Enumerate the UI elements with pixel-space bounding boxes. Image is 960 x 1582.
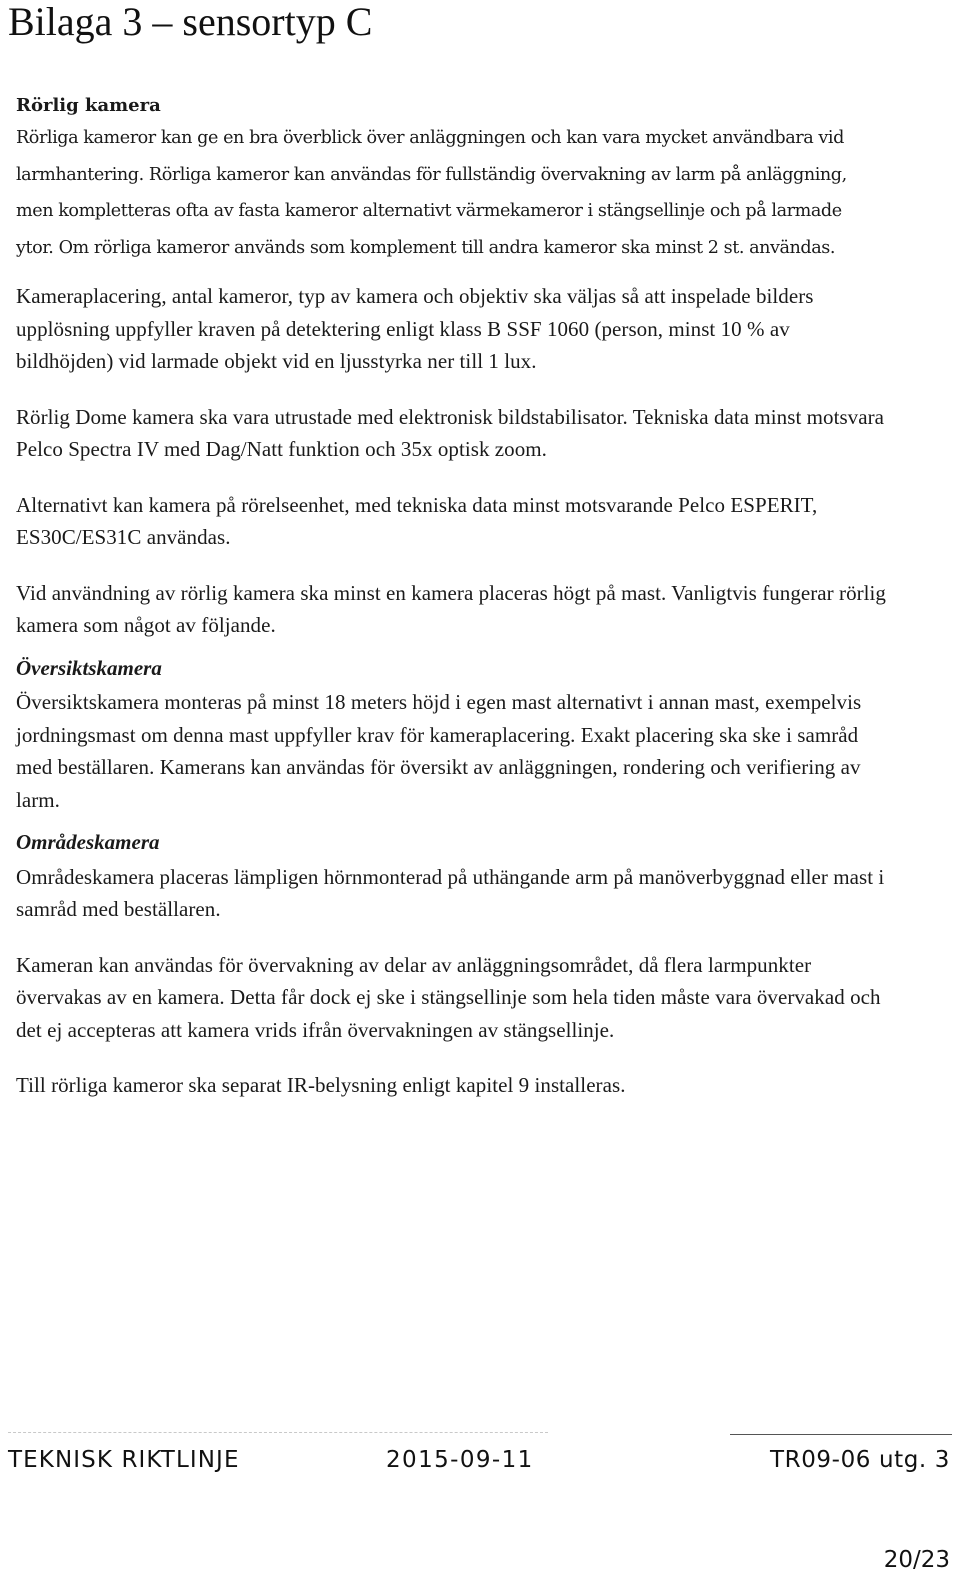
footer-divider-left xyxy=(8,1432,548,1433)
ir-lighting-paragraph: Till rörliga kameror ska separat IR-belysning enligt kapitel 9 installeras. xyxy=(16,1073,626,1098)
section-heading-rorlig-kamera: Rörlig kamera xyxy=(16,95,161,116)
dome-paragraph: Rörlig Dome kamera ska vara utrustade med elektronisk bildstabilisator. Tekniska data minst motsvara Pelco Spectra IV med Dag/Natt funktion och 35x optisk zoom. xyxy=(16,404,885,462)
footer-divider-right xyxy=(730,1434,952,1435)
subheading-omradeskamera: Områdeskamera xyxy=(16,830,160,855)
page-title: Bilaga 3 – sensortyp C xyxy=(8,0,373,44)
overview-camera-paragraph: Översiktskamera monteras på minst 18 meters höjd i egen mast alternativt i annan mast, exempelvis jordningsmast om denna mast uppfyller krav för kameraplacering. Exakt placering ska ske i samråd med beställaren. Kamerans kan användas för översikt av anläggningen, rondering och verifiering av larm. xyxy=(16,690,862,812)
footer-date: 2015-09-11 xyxy=(386,1447,534,1473)
footer-document-id: TR09-06 utg. 3 xyxy=(769,1447,950,1473)
placement-paragraph: Kameraplacering, antal kameror, typ av kamera och objektiv ska väljas så att inspelade bilders upplösning uppfyller kraven på detektering enligt klass B SSF 1060 (person, minst 10 % av bildhöjden) vid larmade objekt vid en ljusstyrka ner till 1 lux. xyxy=(16,284,814,374)
alternative-paragraph: Alternativt kan kamera på rörelseenhet, med tekniska data minst motsvarande Pelco ESPERIT, ES30C/ES31C användas. xyxy=(16,492,818,550)
footer-document-type: TEKNISK RIKTLINJE xyxy=(8,1447,240,1473)
document-body xyxy=(16,94,888,1125)
intro-paragraph: Rörliga kameror kan ge en bra överblick över anläggningen och kan vara mycket användbara vid larmhantering. Rörliga kameror kan användas för fullständig övervakning av larm på anläggning, men kompletteras ofta av fasta kameror alternativt värmekameror i stängsellinje och på larmade ytor. Om rörliga kameror används som komplement till andra kameror ska minst 2 st. användas. xyxy=(16,128,847,258)
usage-paragraph: Vid användning av rörlig kamera ska minst en kamera placeras högt på mast. Vanligtvis fungerar rörlig kamera som något av följande. xyxy=(16,580,886,638)
area-camera-usage-paragraph: Kameran kan användas för övervakning av delar av anläggningsområdet, då flera larmpunkter övervakas av en kamera. Detta får dock ej ske i stängsellinje som hela tiden måste vara övervakad och det ej accepteras att kamera vrids ifrån övervakningen av stängsellinje. xyxy=(16,952,881,1042)
subheading-oversiktskamera: Översiktskamera xyxy=(16,655,162,680)
area-camera-paragraph: Områdeskamera placeras lämpligen hörnmonterad på uthängande arm på manöverbyggnad eller mast i samråd med beställaren. xyxy=(16,864,885,922)
page-number: 20/23 xyxy=(883,1547,950,1573)
